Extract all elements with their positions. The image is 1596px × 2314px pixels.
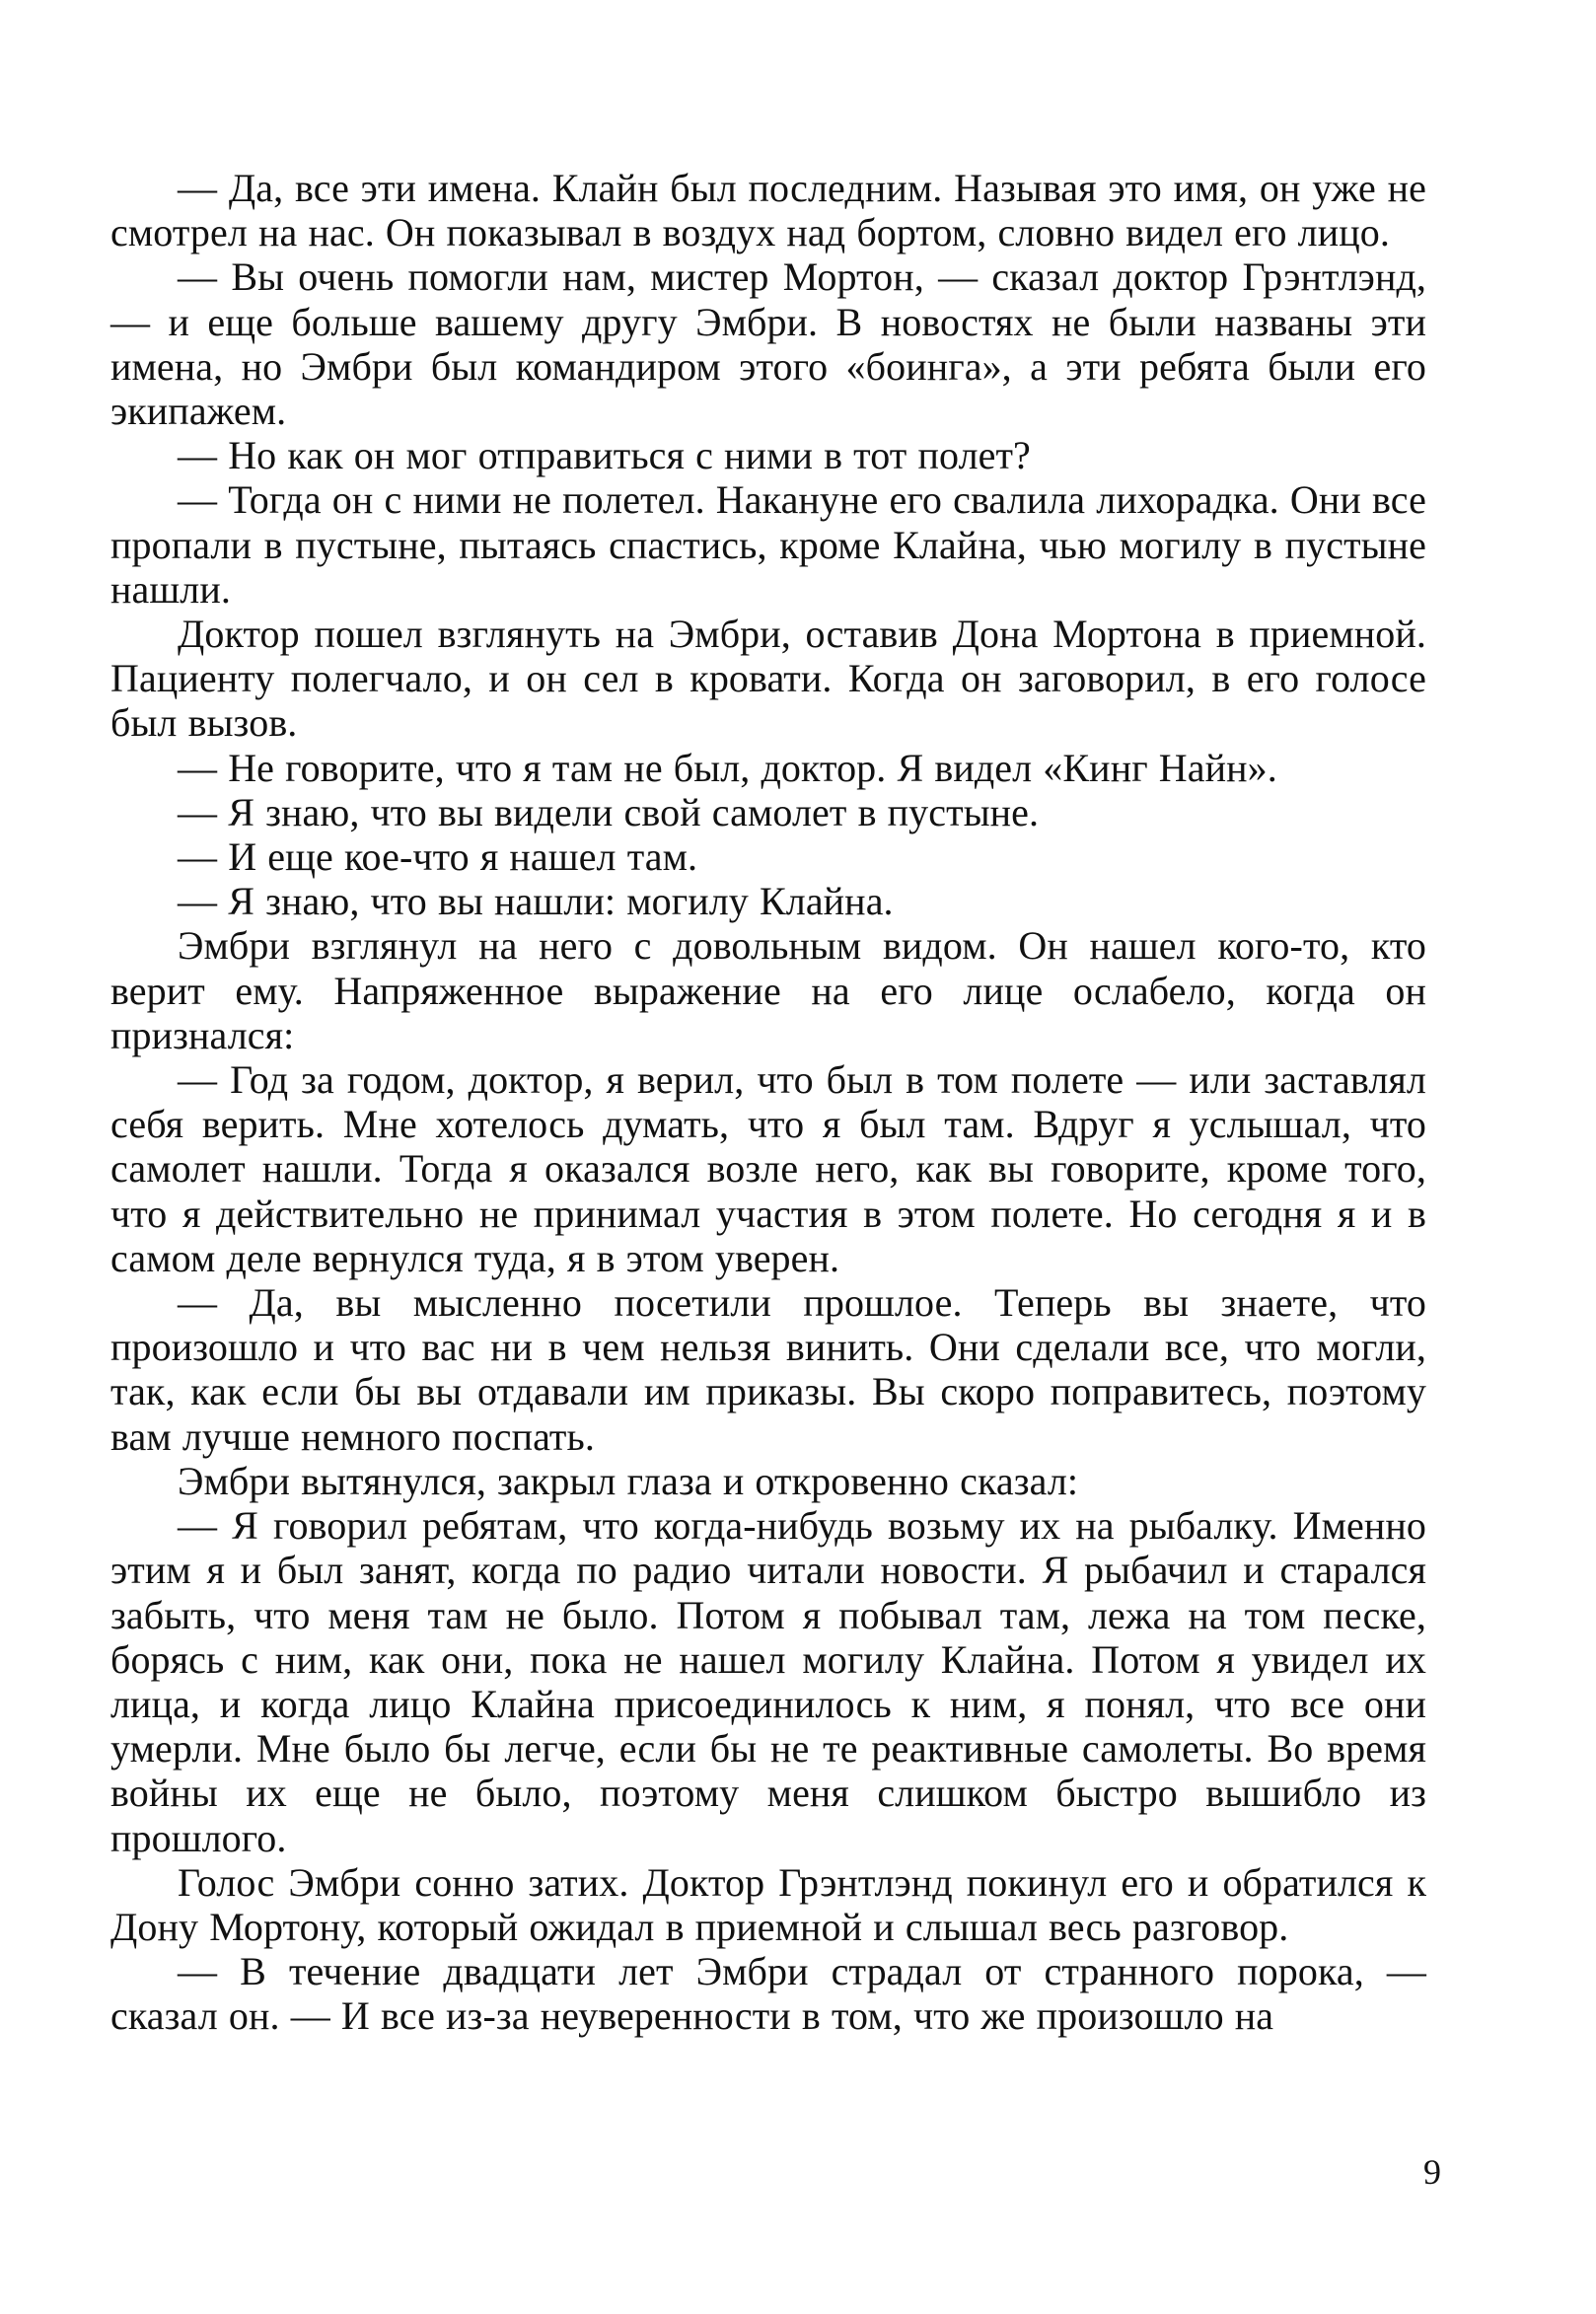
- paragraph-9: — Я знаю, что вы нашли: могилу Клайна.: [178, 879, 894, 924]
- page-number: 9: [1423, 2152, 1441, 2192]
- paragraph-12: — Да, вы мысленно посетили прошлое. Теперь вы знаете, что произошло и что вас ни в чем нельзя винить. Они сделали все, что могли, так, как если бы вы отдавали им приказы. Вы скоро поправитесь, поэтому вам лучше немного поспать.: [110, 1280, 1426, 1459]
- paragraph-5: Доктор пошел взглянуть на Эмбри, оставив Дона Мортона в приемной. Пациенту полегчало, и он сел в кровати. Когда он заговорил, в его голосе был вызов.: [110, 612, 1426, 746]
- paragraph-15: Голос Эмбри сонно затих. Доктор Грэнтлэнд покинул его и обратился к Дону Мортону, который ожидал в приемной и слышал весь разговор.: [110, 1859, 1426, 1949]
- paragraph-8: — И еще кое-что я нашел там.: [178, 834, 698, 880]
- paragraph-4: — Тогда он с ними не полетел. Накануне его свалила лихорадка. Они все пропали в пустыне, пытаясь спастись, кроме Клайна, чью могилу в пустыне нашли.: [110, 477, 1426, 612]
- paragraph-13: Эмбри вытянулся, закрыл глаза и откровенно сказал:: [178, 1458, 1079, 1503]
- paragraph-3: — Но как он мог отправиться с ними в тот полет?: [178, 433, 1031, 478]
- paragraph-1: — Да, все эти имена. Клайн был последним. Называя это имя, он уже не смотрел на нас. Он показывал в воздух над бортом, словно видел его лицо.: [110, 166, 1426, 255]
- paragraph-11: — Год за годом, доктор, я верил, что был в том полете — или заставлял себя верить. Мне хотелось думать, что я был там. Вдруг я услышал, что самолет нашли. Тогда я оказался возле него, как вы говорите, кроме того, что я действительно не принимал участия в этом полете. Но сегодня я и в самом деле вернулся туда, я в этом уверен.: [110, 1057, 1426, 1280]
- paragraph-10: Эмбри взглянул на него с довольным видом. Он нашел кого-то, кто верит ему. Напряженное выражение на его лице ослабело, когда он признался:: [110, 923, 1426, 1057]
- paragraph-2: — Вы очень помогли нам, мистер Мортон, — сказал доктор Грэнтлэнд, — и еще больше вашему другу Эмбри. В новостях не были названы эти имена, но Эмбри был командиром этого «боинга», а эти ребята были его экипажем.: [110, 254, 1426, 434]
- page-body: [110, 166, 1426, 2039]
- paragraph-7: — Я знаю, что вы видели свой самолет в пустыне.: [178, 789, 1040, 834]
- paragraph-6: — Не говорите, что я там не был, доктор. Я видел «Кинг Найн».: [178, 745, 1277, 790]
- paragraph-14: — Я говорил ребятам, что когда-нибудь возьму их на рыбалку. Именно этим я и был занят, когда по радио читали новости. Я рыбачил и старался забыть, что меня там не было. Потом я побывал там, лежа на том песке, борясь с ним, как они, пока не нашел могилу Клайна. Потом я увидел их лица, и когда лицо Клайна присоединилось к ним, я понял, что все они умерли. Мне было бы легче, если бы не те реактивные самолеты. Во время войны их еще не было, поэтому меня слишком быстро вышибло из прошлого.: [110, 1503, 1426, 1860]
- paragraph-16: — В течение двадцати лет Эмбри страдал от странного порока, — сказал он. — И все из-за неуверенности в том, что же произошло на: [110, 1949, 1426, 2039]
